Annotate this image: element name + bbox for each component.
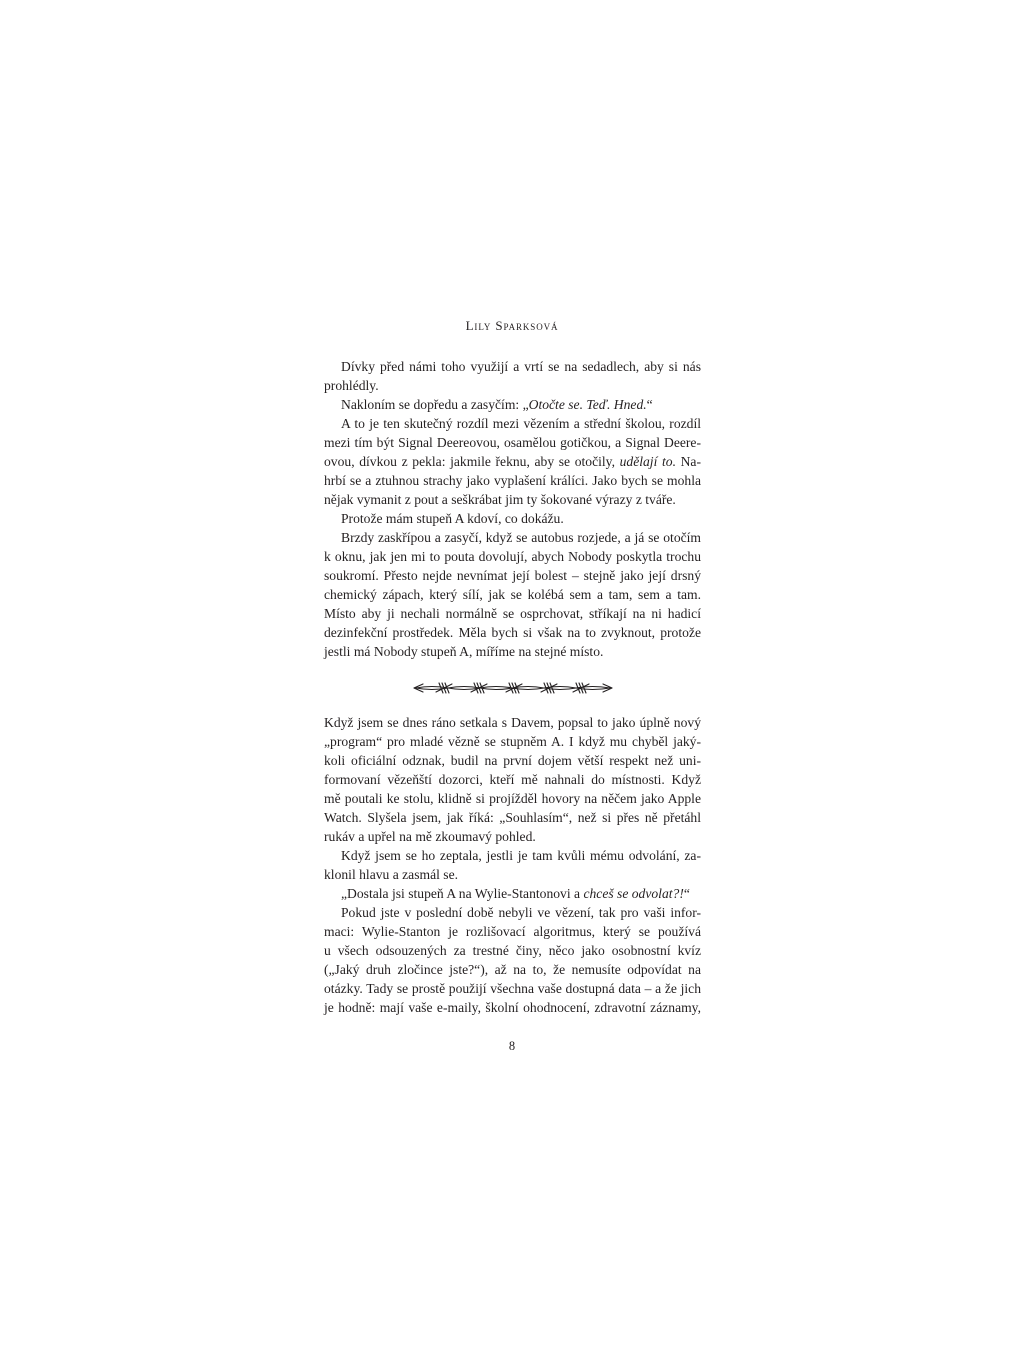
italic-text: Otočte se. Teď. Hned. <box>528 397 647 412</box>
line-text: hrbí se a ztuhnou strachy jako vyplašení králíci. Jako bych se mohla <box>324 473 701 488</box>
text-run: „Dostala jsi stupeň A na Wylie-Stantonovi a <box>341 886 584 901</box>
paragraph <box>324 846 701 884</box>
paragraph <box>324 414 701 509</box>
text-line <box>324 509 701 528</box>
line-text: Watch. Slyšela jsem, jak říká: „Souhlasím“, než si přes ně přetáhl <box>324 810 701 825</box>
text-line <box>324 547 701 566</box>
line-text <box>341 397 653 412</box>
paragraph <box>324 357 701 395</box>
line-text: klonil hlavu a zasmál se. <box>324 867 459 882</box>
line-text: je hodně: mají vaše e-maily, školní ohodnocení, zdravotní záznamy, <box>324 1000 701 1015</box>
text-line <box>324 865 701 884</box>
line-text: u všech odsouzených za trestné činy, něco jako osobnostní kvíz <box>324 943 701 958</box>
text-line <box>324 433 701 452</box>
line-text: mezi tím být Signal Deereovou, osamělou gotičkou, a Signal Deere- <box>324 435 701 450</box>
text-line <box>324 884 701 903</box>
paragraph <box>324 884 701 903</box>
line-text: A to je ten skutečný rozdíl mezi vězením a střední školou, rozdíl <box>341 416 701 431</box>
line-text: maci: Wylie-Stanton je rozlišovací algoritmus, který se používá <box>324 924 701 939</box>
line-text: soukromí. Přesto nejde nevnímat její bolest – stejně jako její drsný <box>324 568 701 583</box>
line-text: („Jaký druh zločince jste?“), až na to, že nemusíte odpovídat na <box>324 962 701 977</box>
line-text: mě poutali ke stolu, klidně si projížděl hovory na něčem jako Apple <box>324 791 701 806</box>
line-text <box>341 886 690 901</box>
text-line <box>324 713 701 732</box>
text-run: “ <box>683 886 690 901</box>
line-text: Když jsem se ho zeptala, jestli je tam kvůli mému odvolání, za- <box>341 848 701 863</box>
line-text: Protože mám stupeň A kdoví, co dokážu. <box>341 511 564 526</box>
text-line <box>324 770 701 789</box>
paragraph <box>324 903 701 1017</box>
paragraph <box>324 713 701 846</box>
line-text: Brzdy zaskřípou a zasyčí, když se autobus rozjede, a já se otočím <box>341 530 701 545</box>
line-text: jestli má Nobody stupeň A, míříme na stejné místo. <box>324 644 604 659</box>
text-line <box>324 998 701 1017</box>
paragraph <box>324 395 701 414</box>
paragraph <box>324 509 701 528</box>
line-text <box>324 454 701 469</box>
text-line <box>324 623 701 642</box>
barb <box>471 683 487 693</box>
text-line <box>324 941 701 960</box>
text-line <box>324 960 701 979</box>
barbed-wire-ornament <box>412 680 614 696</box>
line-text: „program“ pro mladé vězně se stupněm A. I když mu chyběl jaký- <box>324 734 701 749</box>
text-line <box>324 357 701 376</box>
paragraph <box>324 528 701 661</box>
text-line <box>324 922 701 941</box>
text-section <box>324 357 701 661</box>
text-line <box>324 395 701 414</box>
text-line <box>324 528 701 547</box>
text-line <box>324 827 701 846</box>
text-line <box>324 414 701 433</box>
text-line <box>324 604 701 623</box>
line-text: chemický zápach, který sílí, jak se kolébá sem a tam, sem a tam. <box>324 587 701 602</box>
line-text: Když jsem se dnes ráno setkala s Davem, popsal to jako úplně nový <box>324 715 701 730</box>
line-text: k oknu, jak jen mi to pouta dovolují, abych Nobody poskytla trochu <box>324 549 701 564</box>
line-text: otázky. Tady se prostě použijí všechna vaše dostupná data – a že jich <box>324 981 701 996</box>
text-run: ovou, dívkou z pekla: jakmile řeknu, aby se otočily, <box>324 454 620 469</box>
text-line <box>324 471 701 490</box>
text-line <box>324 979 701 998</box>
text-line <box>324 808 701 827</box>
line-text: koli oficiální odznak, budil na první dojem větší respekt než uni- <box>324 753 701 768</box>
running-head: Lily Sparksová <box>465 318 559 333</box>
italic-text: udělají to. <box>619 454 676 469</box>
line-text: Dívky před námi toho využijí a vrtí se na sedadlech, aby si nás <box>341 359 701 374</box>
text-line <box>324 846 701 865</box>
text-line <box>324 903 701 922</box>
text-run: “ <box>646 397 653 412</box>
text-line <box>324 732 701 751</box>
text-line <box>324 789 701 808</box>
line-text: rukáv a upřel na mě zkoumavý pohled. <box>324 829 536 844</box>
text-run: Nakloním se dopředu a zasyčím: „ <box>341 397 529 412</box>
text-section <box>324 713 701 1017</box>
line-text: nějak vymanit z pout a seškrábat jim ty šokované výrazy z tváře. <box>324 492 676 507</box>
text-line <box>324 376 701 395</box>
text-line <box>324 490 701 509</box>
text-line <box>324 452 701 471</box>
line-text: prohlédly. <box>324 378 379 393</box>
text-line <box>324 642 701 661</box>
line-text: dezinfekční prostředek. Měla bych si však na to zvyknout, protože <box>324 625 701 640</box>
line-text: Pokud jste v poslední době nebyli ve vězení, tak pro vaši infor- <box>341 905 701 920</box>
text-line <box>324 566 701 585</box>
line-text: Místo aby ji nechali normálně se osprchovat, stříkají na ni hadicí <box>324 606 701 621</box>
text-line <box>324 751 701 770</box>
page-number: 8 <box>508 1039 516 1053</box>
barb <box>506 683 522 693</box>
line-text: formovaní vězeňští dozorci, kteří mě nahnali do místnosti. Když <box>324 772 701 787</box>
text-run: Na- <box>675 454 701 469</box>
text-line <box>324 585 701 604</box>
italic-text: chceš se odvolat?! <box>583 886 684 901</box>
